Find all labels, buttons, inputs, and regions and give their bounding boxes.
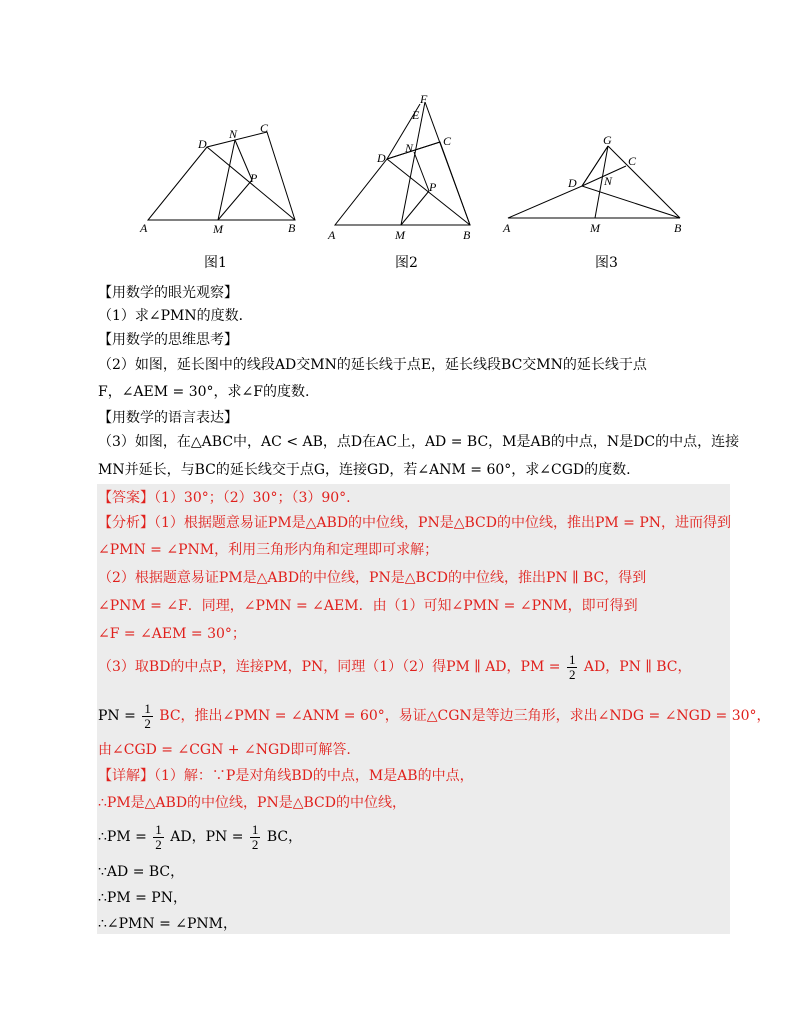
analysis-text-6b: AD，PN ∥ BC， [583,659,692,675]
fig2-label-f: F [420,92,428,106]
section-3-title: 【用数学的语言表达】 [98,410,238,426]
fraction-denominator: 2 [155,836,162,852]
detail-text-3c: BC， [266,829,303,845]
fig3-label-b: B [674,221,682,235]
analysis-line-5: ∠F = ∠AEM = 30°； [98,626,246,642]
detail-label: 【详解】 [98,768,154,784]
fig2-label-a: A [328,228,336,242]
section-1-title: 【用数学的眼光观察】 [98,285,238,301]
answer-label: 【答案】 [98,490,154,506]
fig3-label-m: M [590,221,600,235]
fig1-label-m: M [213,222,223,236]
figure-2-caption: 图2 [395,255,418,271]
analysis-text-7b: BC，推出∠PMN = ∠ANM = 60°，易证△CGN是等边三角形，求出∠NDG = ∠NGD = 30°， [159,708,771,724]
question-3-line-2: MN并延长，与BC的延长线交于点G，连接GD，若∠ANM = 60°，求∠CGD的度数. [98,462,631,478]
detail-text-3a: ∴PM = [98,829,147,845]
fig2-label-n: N [405,141,414,155]
figure-1-caption: 图1 [204,255,227,271]
fig1-label-d: D [198,137,207,151]
detail-line-5: ∴PM = PN， [98,890,187,906]
answer-line [98,488,351,508]
fig3-label-c: C [628,154,637,168]
fig3-label-a: A [503,221,511,235]
fraction-numerator: 1 [251,821,259,837]
figure-3-caption: 图3 [595,255,618,271]
fig3-label-d: D [568,176,577,190]
detail-line-3 [98,820,302,854]
analysis-line-6 [98,650,692,684]
figure-1-diagram [140,120,310,240]
fig1-label-a: A [140,221,148,235]
detail-line-6: ∴∠PMN = ∠PNM， [98,916,238,932]
figure-2 [325,92,485,242]
section-2-title: 【用数学的思维思考】 [98,332,238,348]
figure-3-diagram [500,130,690,240]
fig2-label-e: E [412,108,420,122]
analysis-line-2: ∠PMN = ∠PNM，利用三角形内角和定理即可求解； [98,542,439,558]
fig3-label-n: N [604,174,613,188]
fig3-label-g: G [603,133,612,147]
analysis-line-4: ∠PNM = ∠F．同理，∠PMN = ∠AEM．由（1）可知∠PMN = ∠PNM，即可得到 [98,598,638,614]
fig2-label-d: D [377,151,386,165]
fraction-half [567,653,578,682]
detail-line-2: ∴PM是△ABD的中位线，PN是△BCD的中位线， [98,795,406,811]
analysis-label: 【分析】 [98,515,154,531]
fig1-label-b: B [288,221,296,235]
detail-text-1: （1）解：∵P是对角线BD的中点，M是AB的中点， [154,768,474,784]
detail-text-3b: AD，PN = [170,829,244,845]
question-2-line-2: F，∠AEM = 30°，求∠F的度数. [98,384,310,400]
analysis-line-3: （2）根据题意易证PM是△ABD的中位线，PN是△BCD的中位线，推出PN ∥ BC，得到 [98,570,647,586]
fig2-label-c: C [443,134,452,148]
question-3-line-1: （3）如图，在△ABC中，AC < AB，点D在AC上，AD = BC，M是AB的中点，N是DC的中点，连接 [98,434,740,450]
answer-text: （1）30°；（2）30°；（3）90°. [154,490,351,506]
fraction-numerator: 1 [568,651,576,667]
analysis-text-1: （1）根据题意易证PM是△ABD的中位线，PN是△BCD的中位线，推出PM = PN，进而得到 [154,515,732,531]
fraction-half [250,823,261,852]
fig2-label-b: B [463,228,471,242]
question-2-line-1: （2）如图，延长图中的线段AD交MN的延长线于点E，延长线段BC交MN的延长线于点 [98,357,647,373]
fig1-label-p: P [250,171,258,185]
question-1: （1）求∠PMN的度数． [98,308,253,324]
fraction-denominator: 2 [144,715,151,731]
analysis-line-7 [98,699,771,733]
analysis-line-1 [98,513,731,533]
fraction-denominator: 2 [251,836,259,852]
fig2-label-m: M [395,228,405,242]
fig1-label-c: C [260,121,269,135]
fig1-label-n: N [229,127,238,141]
analysis-line-8: 由∠CGD = ∠CGN + ∠NGD即可解答. [98,742,351,758]
analysis-text-6a: （3）取BD的中点P，连接PM，PN，同理（1）（2）得PM ∥ AD，PM = [98,659,561,675]
fraction-numerator: 1 [155,821,162,837]
analysis-text-7a: PN = [98,708,136,724]
figure-2-diagram [325,92,485,242]
fraction-half [153,823,164,852]
fraction-numerator: 1 [144,700,151,716]
fraction-denominator: 2 [568,666,576,682]
detail-line-4: ∵AD = BC， [98,864,185,880]
fig2-label-p: P [429,180,437,194]
fraction-half [142,702,153,731]
detail-line-1 [98,766,474,786]
figure-1 [140,120,310,240]
figure-3 [500,130,690,240]
